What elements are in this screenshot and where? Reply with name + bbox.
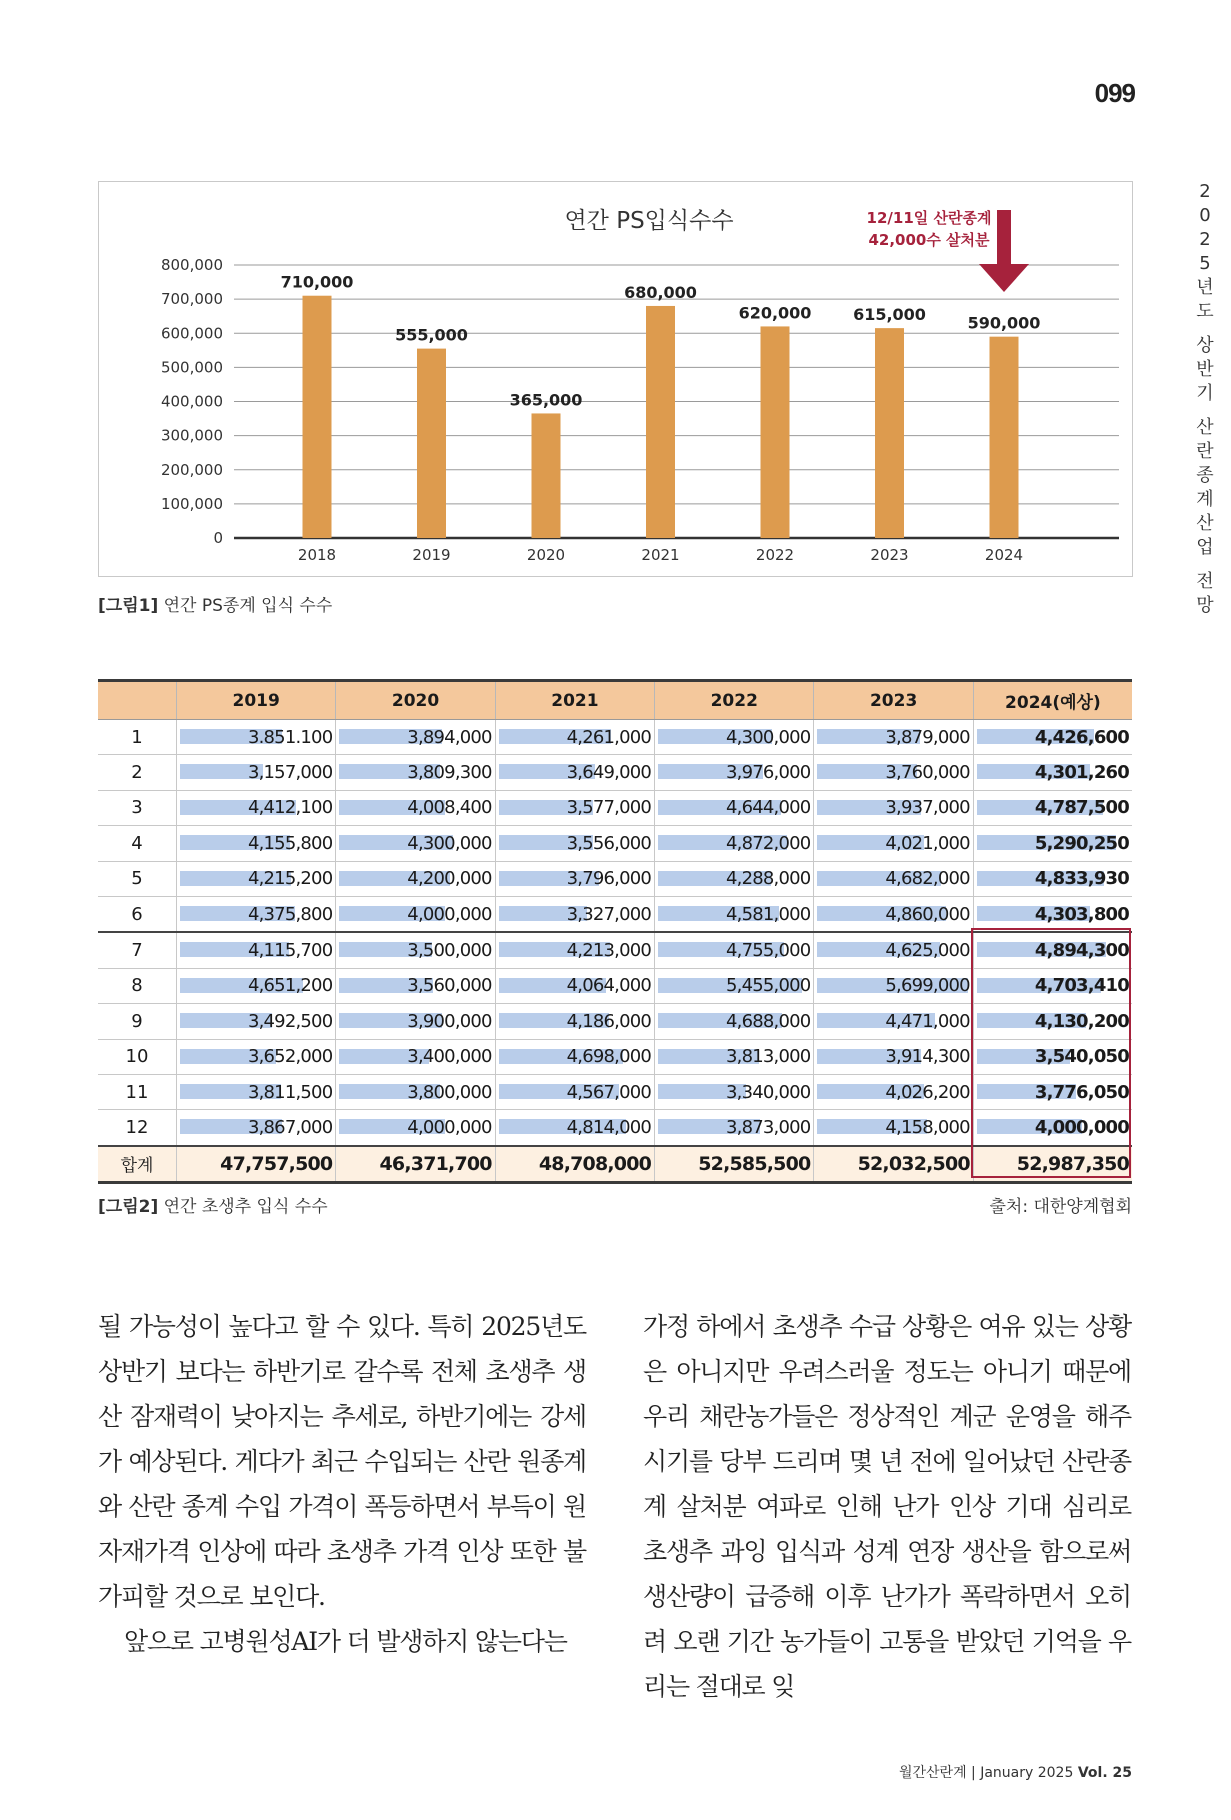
figure-2-caption bbox=[98, 1192, 328, 1217]
table-cell bbox=[495, 826, 654, 861]
table-cell bbox=[495, 790, 654, 825]
table-cell bbox=[336, 1074, 495, 1109]
bar-2018 bbox=[303, 296, 332, 538]
y-tick-label: 700,000 bbox=[160, 290, 223, 309]
cell-value: 3,577,000 bbox=[566, 797, 652, 819]
table-cell bbox=[177, 932, 336, 968]
cell-value: 3,556,000 bbox=[566, 832, 652, 854]
total-cell bbox=[495, 1146, 654, 1183]
table-cell bbox=[973, 826, 1132, 861]
annotation-line-1: 12/11일 산란종계 bbox=[866, 209, 992, 227]
total-row bbox=[98, 1146, 1132, 1183]
side-title-char: 년 bbox=[1196, 277, 1214, 298]
side-title-char: 도 bbox=[1196, 301, 1214, 322]
figure-2-tag: [그림2] bbox=[98, 1197, 159, 1217]
cell-value: 4,651,200 bbox=[247, 975, 333, 997]
total-value: 46,371,700 bbox=[379, 1152, 492, 1175]
row-month-label: 6 bbox=[98, 896, 177, 932]
cell-value: 3,340,000 bbox=[726, 1081, 811, 1103]
cell-value: 3,894,000 bbox=[407, 726, 492, 748]
annotation-line-2: 42,000수 살처분 bbox=[868, 231, 990, 249]
x-tick-label: 2021 bbox=[641, 546, 680, 564]
table-cell bbox=[814, 1110, 973, 1146]
row-month-label: 12 bbox=[98, 1110, 177, 1146]
table-cell bbox=[655, 755, 814, 790]
table-cell bbox=[814, 1039, 973, 1074]
cell-value: 3,813,000 bbox=[726, 1046, 811, 1068]
header-year: 2020 bbox=[336, 681, 495, 720]
cell-value: 3,760,000 bbox=[885, 762, 970, 784]
table-row bbox=[98, 1110, 1132, 1146]
total-cell bbox=[655, 1146, 814, 1183]
table-cell bbox=[177, 861, 336, 896]
cell-value: 5,290,250 bbox=[1034, 832, 1129, 854]
table-row bbox=[98, 720, 1132, 755]
x-tick-label: 2024 bbox=[984, 546, 1024, 564]
bar-2024 bbox=[990, 337, 1019, 538]
cell-value: 4,215,200 bbox=[247, 868, 333, 890]
body-paragraph: 될 가능성이 높다고 할 수 있다. 특히 2025년도 상반기 보다는 하반기로 갈수록 전체 초생추 생산 잠재력이 낮아지는 추세로, 하반기에는 강세가 예상된다. 게다가 최근 수입되는 산란 원종계와 산란 종계 수입 가격이 폭등하면서 부득이 원자재가격 인상에 따라 초생추 가격 인상 또한 불가피할 것으로 보인다. bbox=[98, 1312, 586, 1611]
cell-value: 4,471,000 bbox=[885, 1010, 970, 1032]
cell-value: 4,644,000 bbox=[726, 797, 811, 819]
body-paragraph: 가정 하에서 초생추 수급 상황은 여유 있는 상황은 아니지만 우려스러울 정도는 아니기 때문에 우리 채란농가들은 정상적인 계군 운영을 해주시기를 당부 드리며 몇 년 전에 일어났던 산란종계 살처분 여파로 인해 난가 인상 기대 심리로 초생추 과잉 입식과 성계 연장 생산을 함으로써 생산량이 급증해 이후 난가가 폭락하면서 오히려 오랜 기간 농가들이 고통을 받았던 기억을 우리는 절대로 잊 bbox=[643, 1312, 1131, 1701]
side-title-gap bbox=[1191, 560, 1219, 570]
side-title-char: 5 bbox=[1199, 253, 1211, 274]
row-month-label: 5 bbox=[98, 861, 177, 896]
table-cell bbox=[495, 1039, 654, 1074]
cell-value: 3,500,000 bbox=[407, 940, 492, 962]
cell-value: 4,026,200 bbox=[885, 1081, 970, 1103]
bar-2022 bbox=[761, 326, 790, 538]
bar-value-label: 590,000 bbox=[967, 313, 1041, 333]
cell-value: 4,008,400 bbox=[407, 797, 492, 819]
x-tick-label: 2022 bbox=[755, 546, 795, 564]
figure-1-tag: [그림1] bbox=[98, 596, 159, 616]
cell-value: 4,064,000 bbox=[566, 975, 652, 997]
table-cell bbox=[814, 896, 973, 932]
header-year: 2024(예상) bbox=[973, 681, 1132, 720]
table-cell bbox=[973, 720, 1132, 755]
table-cell bbox=[336, 826, 495, 861]
issue-volume: Vol. 25 bbox=[1077, 1765, 1132, 1781]
row-month-label: 11 bbox=[98, 1074, 177, 1109]
cell-value: 4,021,000 bbox=[885, 832, 970, 854]
cell-value: 4,755,000 bbox=[726, 940, 811, 962]
table-cell bbox=[336, 968, 495, 1003]
bar-value-label: 710,000 bbox=[280, 272, 354, 292]
y-tick-label: 300,000 bbox=[160, 426, 223, 445]
bar-2019 bbox=[417, 349, 446, 538]
bar-value-label: 615,000 bbox=[853, 305, 926, 325]
table-cell bbox=[973, 861, 1132, 896]
table-cell bbox=[177, 755, 336, 790]
side-title bbox=[1191, 180, 1219, 618]
row-month-label: 2 bbox=[98, 755, 177, 790]
total-cell bbox=[814, 1146, 973, 1183]
side-title-char: 란 bbox=[1196, 441, 1214, 462]
table-cell bbox=[814, 861, 973, 896]
table-cell bbox=[814, 932, 973, 968]
table-row bbox=[98, 755, 1132, 790]
x-tick-label: 2023 bbox=[870, 546, 909, 564]
row-month-label: 7 bbox=[98, 932, 177, 968]
page-footer bbox=[899, 1762, 1132, 1782]
table-cell bbox=[495, 720, 654, 755]
row-month-label: 1 bbox=[98, 720, 177, 755]
source-note: 출처: 대한양계협회 bbox=[989, 1197, 1132, 1217]
table-row bbox=[98, 1039, 1132, 1074]
cell-value: 4,814,000 bbox=[566, 1116, 652, 1138]
cell-value: 4,130,200 bbox=[1034, 1010, 1129, 1032]
table-cell bbox=[495, 896, 654, 932]
table-cell bbox=[495, 932, 654, 968]
cell-value: 3,879,000 bbox=[885, 726, 970, 748]
table-cell bbox=[655, 861, 814, 896]
header-year: 2023 bbox=[814, 681, 973, 720]
side-title-char: 기 bbox=[1196, 383, 1214, 404]
cell-value: 3,796,000 bbox=[566, 868, 652, 890]
figure-1-text: 연간 PS종계 입식 수수 bbox=[158, 596, 333, 616]
x-tick-label: 2019 bbox=[412, 546, 451, 564]
cell-value: 4,688,000 bbox=[726, 1010, 811, 1032]
chick-placement-table bbox=[98, 679, 1132, 1184]
table-cell bbox=[973, 1039, 1132, 1074]
cell-value: 4,155,800 bbox=[247, 832, 333, 854]
x-tick-label: 2018 bbox=[297, 546, 337, 564]
cell-value: 4,000,000 bbox=[1034, 1116, 1129, 1138]
table-cell bbox=[814, 1074, 973, 1109]
y-tick-label: 600,000 bbox=[160, 324, 223, 343]
total-value: 47,757,500 bbox=[220, 1152, 333, 1175]
bar-2023 bbox=[875, 328, 904, 538]
side-title-char: 업 bbox=[1196, 537, 1214, 558]
table-cell bbox=[973, 968, 1132, 1003]
body-column-right bbox=[643, 1304, 1131, 1709]
cell-value: 4,158,000 bbox=[885, 1116, 970, 1138]
chart-title: 연간 PS입식수수 bbox=[564, 208, 734, 234]
cell-value: 4,288,000 bbox=[726, 868, 811, 890]
table-row bbox=[98, 968, 1132, 1003]
cell-value: 4,115,700 bbox=[247, 940, 333, 962]
table-cell bbox=[336, 896, 495, 932]
side-title-char: 계 bbox=[1196, 489, 1214, 510]
figure-1-caption bbox=[98, 591, 332, 616]
side-title-char: 망 bbox=[1196, 595, 1214, 616]
header-year: 2021 bbox=[495, 681, 654, 720]
cell-value: 4,894,300 bbox=[1034, 940, 1129, 962]
y-tick-label: 400,000 bbox=[160, 392, 223, 411]
cell-value: 3,800,000 bbox=[407, 1081, 492, 1103]
chart-figure-1 bbox=[98, 181, 1133, 577]
y-tick-label: 100,000 bbox=[160, 494, 223, 513]
table-cell bbox=[814, 968, 973, 1003]
table-cell bbox=[495, 1110, 654, 1146]
bar-value-label: 680,000 bbox=[624, 282, 697, 302]
bar-value-label: 620,000 bbox=[738, 303, 812, 323]
table-cell bbox=[495, 1004, 654, 1039]
y-tick-label: 500,000 bbox=[160, 358, 223, 377]
table-cell bbox=[336, 932, 495, 968]
table-cell bbox=[177, 968, 336, 1003]
figure-2-text: 연간 초생추 입식 수수 bbox=[158, 1197, 328, 1217]
cell-value: 3,492,500 bbox=[247, 1010, 333, 1032]
table-cell bbox=[655, 1004, 814, 1039]
cell-value: 4,301,260 bbox=[1034, 762, 1129, 784]
issue-date: January 2025 bbox=[980, 1765, 1078, 1781]
table-cell bbox=[177, 826, 336, 861]
table-cell bbox=[973, 896, 1132, 932]
cell-value: 3,400,000 bbox=[407, 1046, 492, 1068]
table-cell bbox=[336, 755, 495, 790]
total-label: 합계 bbox=[98, 1146, 177, 1183]
cell-value: 4,186,000 bbox=[566, 1010, 652, 1032]
side-title-char: 산 bbox=[1196, 417, 1214, 438]
total-value: 48,708,000 bbox=[538, 1152, 652, 1175]
table-cell bbox=[655, 1110, 814, 1146]
cell-value: 3,873,000 bbox=[726, 1116, 811, 1138]
magazine-name: 월간산란계 bbox=[898, 1765, 967, 1781]
cell-value: 4,426,600 bbox=[1034, 726, 1129, 748]
table-cell bbox=[336, 1110, 495, 1146]
table-cell bbox=[495, 861, 654, 896]
total-cell bbox=[973, 1146, 1132, 1183]
side-title-char: 종 bbox=[1196, 465, 1214, 486]
cell-value: 3,540,050 bbox=[1034, 1046, 1129, 1068]
cell-value: 4,213,000 bbox=[566, 940, 652, 962]
table-cell bbox=[655, 720, 814, 755]
side-title-char: 상 bbox=[1196, 335, 1214, 356]
table-cell bbox=[495, 968, 654, 1003]
cell-value: 3,327,000 bbox=[566, 903, 652, 925]
table-row bbox=[98, 896, 1132, 932]
cell-value: 4,303,800 bbox=[1034, 903, 1129, 925]
cell-value: 4,872,000 bbox=[726, 832, 811, 854]
cell-value: 3,560,000 bbox=[407, 975, 492, 997]
table-cell bbox=[177, 790, 336, 825]
cell-value: 3.851.100 bbox=[247, 726, 333, 748]
bar-chart bbox=[99, 182, 1132, 576]
side-title-char: 반 bbox=[1196, 359, 1214, 380]
cell-value: 3,776,050 bbox=[1034, 1081, 1129, 1103]
row-month-label: 9 bbox=[98, 1004, 177, 1039]
cell-value: 5,455,000 bbox=[726, 975, 811, 997]
table-row bbox=[98, 932, 1132, 968]
cell-value: 4,300,000 bbox=[726, 726, 811, 748]
y-tick-label: 200,000 bbox=[160, 460, 223, 479]
cell-value: 4,375,800 bbox=[247, 903, 333, 925]
table-row bbox=[98, 861, 1132, 896]
bar-value-label: 555,000 bbox=[395, 325, 468, 345]
cell-value: 3,809,300 bbox=[407, 762, 492, 784]
table-cell bbox=[973, 790, 1132, 825]
table-cell bbox=[655, 968, 814, 1003]
cell-value: 4,300,000 bbox=[407, 832, 492, 854]
cell-value: 4,682,000 bbox=[885, 868, 970, 890]
cell-value: 4,000,000 bbox=[407, 1116, 492, 1138]
cell-value: 5,699,000 bbox=[885, 975, 970, 997]
cell-value: 4,703,410 bbox=[1034, 975, 1129, 997]
cell-value: 4,200,000 bbox=[407, 868, 492, 890]
table-header-row bbox=[98, 681, 1132, 720]
table-row bbox=[98, 790, 1132, 825]
cell-value: 3,867,000 bbox=[247, 1116, 333, 1138]
footer-separator: | bbox=[966, 1765, 981, 1781]
table-cell bbox=[814, 790, 973, 825]
cell-value: 3,652,000 bbox=[247, 1046, 333, 1068]
cell-value: 4,833,930 bbox=[1034, 868, 1129, 890]
body-column-left bbox=[98, 1304, 586, 1664]
header-year: 2022 bbox=[655, 681, 814, 720]
bar-2021 bbox=[646, 306, 675, 538]
total-cell bbox=[177, 1146, 336, 1183]
bar-value-label: 365,000 bbox=[509, 390, 583, 410]
side-title-gap bbox=[1191, 324, 1219, 334]
table-cell bbox=[655, 896, 814, 932]
table-cell bbox=[336, 1004, 495, 1039]
table-cell bbox=[655, 790, 814, 825]
total-value: 52,585,500 bbox=[698, 1152, 811, 1175]
table-cell bbox=[177, 1110, 336, 1146]
side-title-char: 산 bbox=[1196, 513, 1214, 534]
table-cell bbox=[177, 1004, 336, 1039]
table-row bbox=[98, 1074, 1132, 1109]
side-title-char: 전 bbox=[1196, 571, 1214, 592]
table-cell bbox=[973, 932, 1132, 968]
table-cell bbox=[495, 755, 654, 790]
table-cell bbox=[336, 1039, 495, 1074]
table-cell bbox=[814, 755, 973, 790]
cell-value: 3,811,500 bbox=[247, 1081, 333, 1103]
bar-2020 bbox=[532, 413, 561, 538]
side-title-char: 2 bbox=[1199, 181, 1211, 202]
x-tick-label: 2020 bbox=[526, 546, 566, 564]
cell-value: 3,976,000 bbox=[726, 762, 811, 784]
row-month-label: 3 bbox=[98, 790, 177, 825]
cell-value: 3,157,000 bbox=[247, 762, 333, 784]
table-cell bbox=[655, 826, 814, 861]
y-tick-label: 800,000 bbox=[160, 256, 223, 274]
table-cell bbox=[973, 1004, 1132, 1039]
header-corner bbox=[98, 681, 177, 720]
cell-value: 4,567,000 bbox=[566, 1081, 652, 1103]
cell-value: 3,649,000 bbox=[566, 762, 652, 784]
table-cell bbox=[177, 1074, 336, 1109]
table-cell bbox=[655, 1039, 814, 1074]
cell-value: 4,625,000 bbox=[885, 940, 970, 962]
table-cell bbox=[336, 720, 495, 755]
table-cell bbox=[814, 720, 973, 755]
table-row bbox=[98, 826, 1132, 861]
table-cell bbox=[336, 861, 495, 896]
header-year: 2019 bbox=[177, 681, 336, 720]
page-number: 099 bbox=[1094, 78, 1135, 108]
side-title-gap bbox=[1191, 406, 1219, 416]
table-cell bbox=[336, 790, 495, 825]
cell-value: 4,000,000 bbox=[407, 903, 492, 925]
cell-value: 3,900,000 bbox=[407, 1010, 492, 1032]
table-cell bbox=[655, 932, 814, 968]
table-cell bbox=[814, 826, 973, 861]
row-month-label: 10 bbox=[98, 1039, 177, 1074]
cell-value: 4,787,500 bbox=[1034, 797, 1129, 819]
cell-value: 3,914,300 bbox=[885, 1046, 970, 1068]
side-title-char: 2 bbox=[1199, 229, 1211, 250]
cell-value: 4,412,100 bbox=[247, 797, 333, 819]
cell-value: 4,698,000 bbox=[566, 1046, 652, 1068]
body-paragraph: 앞으로 고병원성AI가 더 발생하지 않는다는 bbox=[124, 1627, 567, 1656]
table-cell bbox=[655, 1074, 814, 1109]
table-cell bbox=[973, 1074, 1132, 1109]
total-cell bbox=[336, 1146, 495, 1183]
cell-value: 4,581,000 bbox=[726, 903, 811, 925]
table-cell bbox=[177, 720, 336, 755]
table-cell bbox=[177, 896, 336, 932]
cell-value: 4,860,000 bbox=[885, 903, 970, 925]
cell-value: 3,937,000 bbox=[885, 797, 970, 819]
table-row bbox=[98, 1004, 1132, 1039]
y-tick-label: 0 bbox=[213, 529, 223, 547]
table-cell bbox=[814, 1004, 973, 1039]
table-cell bbox=[495, 1074, 654, 1109]
total-value: 52,032,500 bbox=[857, 1152, 970, 1175]
table-cell bbox=[177, 1039, 336, 1074]
table-cell bbox=[973, 755, 1132, 790]
cell-value: 4,261,000 bbox=[566, 726, 652, 748]
row-month-label: 8 bbox=[98, 968, 177, 1003]
table-cell bbox=[973, 1110, 1132, 1146]
side-title-char: 0 bbox=[1199, 205, 1211, 226]
total-value: 52,987,350 bbox=[1016, 1152, 1129, 1175]
row-month-label: 4 bbox=[98, 826, 177, 861]
